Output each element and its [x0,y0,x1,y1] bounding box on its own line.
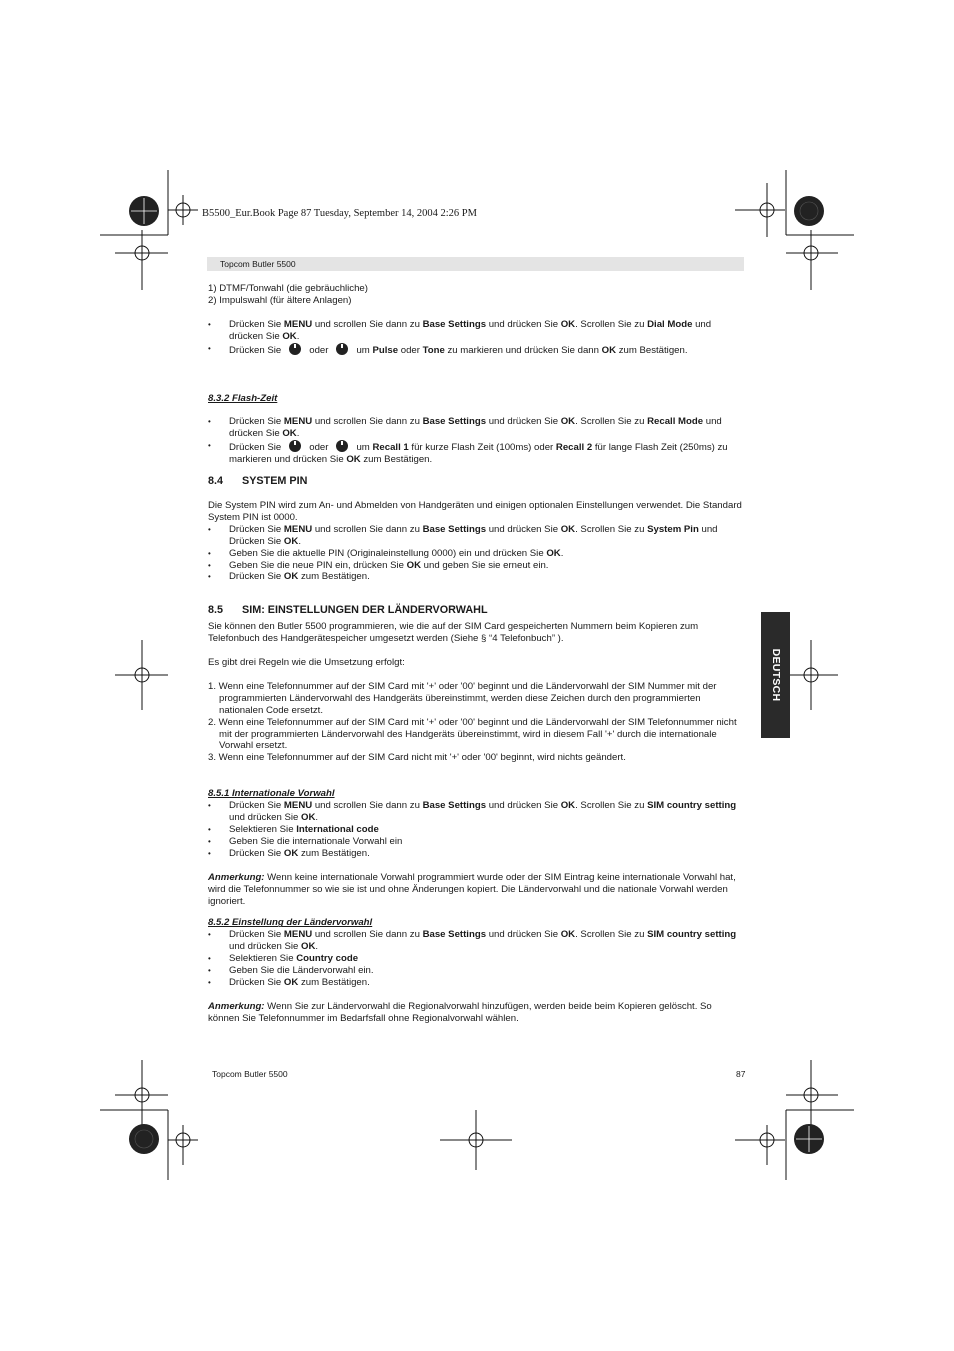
bullet-item: • Selektieren Sie Country code [208,953,744,965]
bullet-item: • Geben Sie die Ländervorwahl ein. [208,965,744,977]
subsection-title: 8.5.1 Internationale Vorwahl [208,788,335,800]
book-info-line: B5500_Eur.Book Page 87 Tuesday, September 14, 2004 2:26 PM [202,208,477,219]
section-heading: 8.4 SYSTEM PIN [208,475,308,488]
paragraph: Die System PIN wird zum An- und Abmelden von Handgeräten und einigen optionalen Einstellungen verwendet. Die Standard System PIN ist 0000. [208,499,742,523]
numbered-rule: 3. Wenn eine Telefonnummer auf der SIM Card nicht mit '+' oder '00' beginnt, wird nichts geändert. [208,752,626,764]
bullet-item: • Drücken Sie oder um Pulse oder Tone zu markieren und drücken Sie dann OK zum Bestätigen. [208,343,744,357]
numbered-rule: 1. Wenn eine Telefonnummer auf der SIM Card mit '+' oder '00' beginnt und die Ländervorwahl der SIM Nummer mit der programmierten Ländervorwahl des Handgeräts übereinstimmt, werden diese Zeichen durch den programmierten nationalen Code ersetzt. [208,680,717,716]
subsection-title: 8.5.2 Einstellung der Ländervorwahl [208,917,373,929]
bullet-item: • Drücken Sie MENU und scrollen Sie dann zu Base Settings und drücken Sie OK. Scrollen Sie zu SIM country setting und drücken Sie OK. [208,800,744,824]
page-number: 87 [736,1069,746,1079]
bullet-item: • Geben Sie die neue PIN ein, drücken Sie OK und geben Sie sie erneut ein. [208,560,744,572]
note: Anmerkung: Wenn Sie zur Ländervorwahl die Regionalvorwahl hinzufügen, werden beide beim Kopieren gelöscht. So können Sie Telefonnummer im Bedarfsfall ohne Regionalvorwahl wählen. [208,1000,712,1024]
nav-up-icon [289,440,301,452]
bullet-item: • Drücken Sie MENU und scrollen Sie dann zu Base Settings und drücken Sie OK. Scrollen Sie zu System Pin und Drücken Sie OK. [208,524,744,548]
paragraph: Sie können den Butler 5500 programmieren, wie die auf der SIM Card gespeicherten Nummern beim Kopieren zum Telefonbuch des Handgerätespeicher umgesetzt werden (Siehe § “4 Telefonbuch” ). [208,621,699,645]
bullet-item: • Drücken Sie MENU und scrollen Sie dann zu Base Settings und drücken Sie OK. Scrollen Sie zu SIM country setting und drücken Sie OK. [208,929,744,953]
bullet-item: • Drücken Sie OK zum Bestätigen. [208,977,744,989]
list-item: 1) DTMF/Tonwahl (die gebräuchliche) [208,283,368,294]
language-tab [761,612,790,738]
numbered-rule: 2. Wenn eine Telefonnummer auf der SIM Card mit '+' oder '00' beginnt und die Ländervorwahl der SIM Telefonnummer nicht mit der programmierten Ländervorwahl des Handgeräts übereinstimmt, wird in diesem Fall '+' durch die internationale Vorwahl ersetzt. [208,716,737,752]
bullet-item: • Drücken Sie MENU und scrollen Sie dann zu Base Settings und drücken Sie OK. Scrollen Sie zu Dial Mode und drücken Sie OK. [208,319,744,343]
nav-down-icon [336,343,348,355]
section-heading: 8.5 SIM: EINSTELLUNGEN DER LÄNDERVORWAHL [208,604,488,617]
bullet-item: • Drücken Sie OK zum Bestätigen. [208,848,744,860]
bullet-item: • Geben Sie die internationale Vorwahl ein [208,836,744,848]
page-content [208,283,744,1025]
bullet-item: • Drücken Sie MENU und scrollen Sie dann zu Base Settings und drücken Sie OK. Scrollen Sie zu Recall Mode und drücken Sie OK. [208,416,744,440]
bullet-item: • Geben Sie die aktuelle PIN (Originaleinstellung 0000) ein und drücken Sie OK. [208,548,744,560]
language-tab-label: DEUTSCH [769,648,782,702]
paragraph: Es gibt drei Regeln wie die Umsetzung erfolgt: [208,657,405,669]
header-title: Topcom Butler 5500 [220,259,296,269]
header-bar [207,257,744,271]
bullet-item: • Selektieren Sie International code [208,824,744,836]
bullet-item: • Drücken Sie OK zum Bestätigen. [208,571,744,583]
nav-down-icon [336,440,348,452]
bullet-item: • Drücken Sie oder um Recall 1 für kurze Flash Zeit (100ms) oder Recall 2 für lange Flash Zeit (250ms) zu markieren und drücken Sie OK zum Bestätigen. [208,440,744,466]
footer-title: Topcom Butler 5500 [212,1069,288,1079]
subsection-title: 8.3.2 Flash-Zeit [208,392,278,404]
nav-up-icon [289,343,301,355]
note: Anmerkung: Wenn keine internationale Vorwahl programmiert wurde oder der SIM Eintrag keine internationale Vorwahl hat, wird die Telefonnummer so wie sie ist und ohne Änderungen kopiert. Die Ländervorwahl und die nationale Vorwahl werden ignoriert. [208,871,736,907]
list-item: 2) Impulswahl (für ältere Anlagen) [208,294,352,306]
